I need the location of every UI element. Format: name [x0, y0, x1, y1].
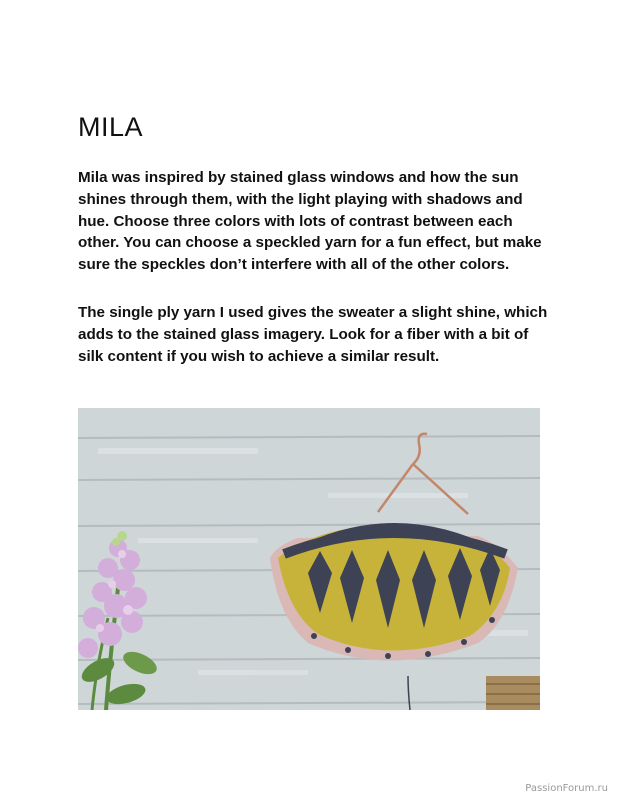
paragraph-yarn-notes: The single ply yarn I used gives the sweater a slight shine, which adds to the stained glass imagery. Look for a fiber with a bit of silk content if you wish to achieve a similar result.: [78, 304, 548, 365]
watermark: PassionForum.ru: [525, 783, 608, 794]
sweater-photo: [78, 408, 540, 710]
paragraph-intro: Mila was inspired by stained glass windows and how the sun shines through them, with the light playing with shadows and hue. Choose three colors with lots of contrast between each other. You can choose a speckled yarn for a fun effect, but make sure the speckles don’t interfere with all of the other colors.: [78, 169, 542, 274]
page-title: MILA: [78, 112, 144, 142]
